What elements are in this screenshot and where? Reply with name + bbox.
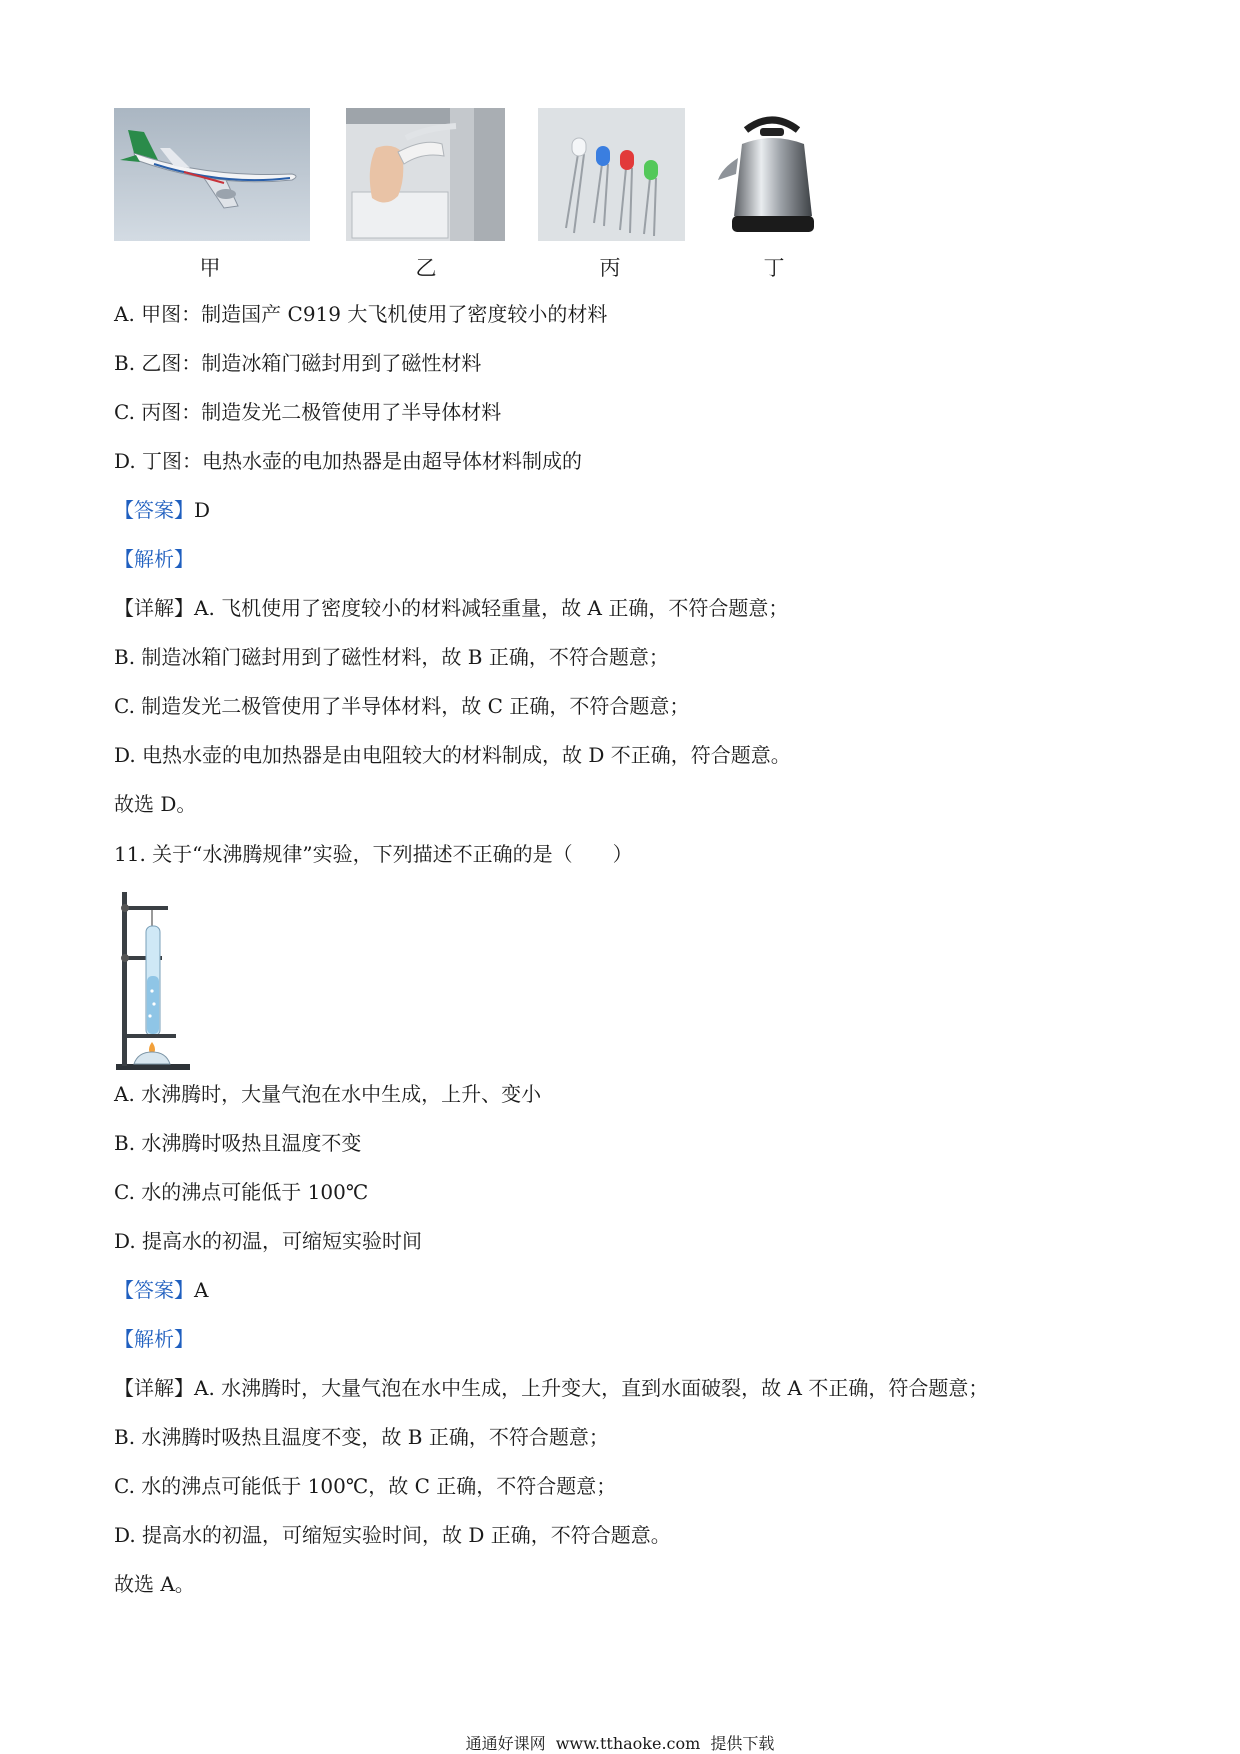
airplane-image — [114, 108, 310, 241]
q10-option-c: C. 丙图：制造发光二极管使用了半导体材料 — [114, 400, 502, 424]
q10-analysis-tag: 【解析】 — [114, 547, 194, 571]
q11-detail-line-b: B. 水沸腾时吸热且温度不变，故 B 正确，不符合题意； — [114, 1425, 609, 1449]
q10-detail-line-c: C. 制造发光二极管使用了半导体材料，故 C 正确，不符合题意； — [114, 694, 690, 718]
answer-tag: 【答案】 — [114, 498, 194, 522]
q11-answer-line — [114, 1276, 208, 1304]
q11-option-c: C. 水的沸点可能低于 100℃ — [114, 1180, 369, 1204]
detail-tag: 【详解】 — [114, 596, 194, 620]
footer-url[interactable]: www.tthaoke.com — [555, 1734, 701, 1753]
fridge-door-seal-image — [346, 108, 505, 241]
figure-caption-ding: 丁 — [763, 256, 785, 280]
q11-detail-line-c: C. 水的沸点可能低于 100℃，故 C 正确，不符合题意； — [114, 1474, 617, 1498]
q10-option-b: B. 乙图：制造冰箱门磁封用到了磁性材料 — [114, 351, 482, 375]
q10-option-a: A. 甲图：制造国产 C919 大飞机使用了密度较小的材料 — [114, 302, 608, 326]
q11-option-b: B. 水沸腾时吸热且温度不变 — [114, 1131, 362, 1155]
figure-caption-jia: 甲 — [199, 256, 221, 280]
q10-detail-line-a — [114, 594, 788, 622]
footer-site-name: 通通好课网 — [465, 1734, 546, 1753]
q11-option-d: D. 提高水的初温，可缩短实验时间 — [114, 1229, 423, 1253]
boiling-experiment-apparatus-image — [114, 886, 194, 1072]
q10-detail-line-d: D. 电热水壶的电加热器是由电阻较大的材料制成，故 D 不正确，符合题意。 — [114, 743, 791, 767]
page-footer — [0, 1731, 1240, 1754]
q11-stem: 11. 关于“水沸腾规律”实验，下列描述不正确的是（ ） — [114, 842, 633, 866]
q10-answer-line — [114, 496, 210, 524]
electric-kettle-image — [716, 108, 828, 242]
figure-caption-bing: 丙 — [599, 256, 621, 280]
q10-option-d: D. 丁图：电热水壶的电加热器是由超导体材料制成的 — [114, 449, 583, 473]
q11-conclusion: 故选 A。 — [114, 1572, 195, 1596]
detail-tag: 【详解】 — [114, 1376, 194, 1400]
answer-value: A — [194, 1278, 209, 1302]
q11-option-a: A. 水沸腾时，大量气泡在水中生成，上升、变小 — [114, 1082, 542, 1106]
answer-tag: 【答案】 — [114, 1278, 194, 1302]
q11-detail-line-a — [114, 1374, 988, 1402]
led-diodes-image — [538, 108, 685, 241]
q11-analysis-tag: 【解析】 — [114, 1327, 194, 1351]
q11-detail-line-d: D. 提高水的初温，可缩短实验时间，故 D 正确，不符合题意。 — [114, 1523, 671, 1547]
q10-conclusion: 故选 D。 — [114, 792, 197, 816]
detail-text: A. 飞机使用了密度较小的材料减轻重量，故 A 正确，不符合题意； — [194, 596, 789, 620]
q10-detail-line-b: B. 制造冰箱门磁封用到了磁性材料，故 B 正确，不符合题意； — [114, 645, 669, 669]
answer-value: D — [194, 498, 211, 522]
footer-suffix: 提供下载 — [710, 1734, 775, 1753]
figure-caption-yi: 乙 — [415, 256, 437, 280]
detail-text: A. 水沸腾时，大量气泡在水中生成，上升变大，直到水面破裂，故 A 不正确，符合题意； — [194, 1376, 989, 1400]
